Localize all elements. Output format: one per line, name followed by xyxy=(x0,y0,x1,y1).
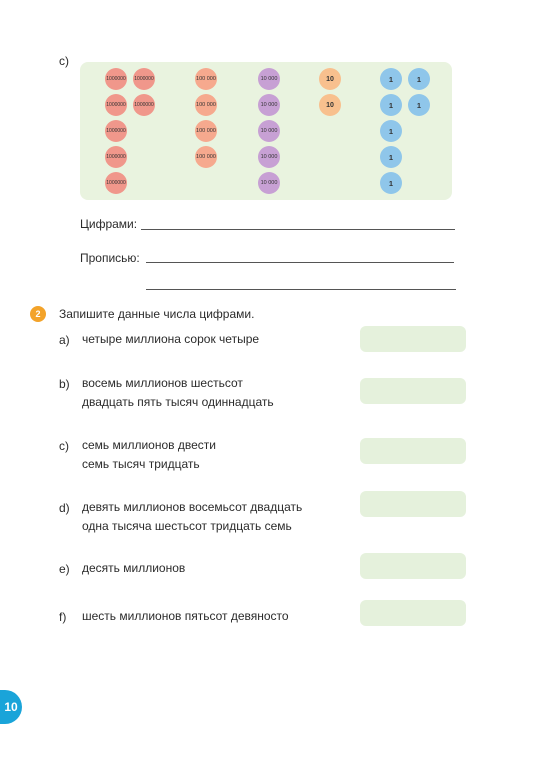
item-line: семь тысяч тридцать xyxy=(82,457,200,471)
coin-ten-thousand: 10 000 xyxy=(258,146,280,168)
item-letter: c) xyxy=(59,439,69,453)
coin-ten-thousand: 10 000 xyxy=(258,94,280,116)
write-digits-label: Цифрами: xyxy=(80,217,138,231)
write-words-line-2[interactable] xyxy=(146,289,456,290)
coin-one: 1 xyxy=(408,94,430,116)
coin-one: 1 xyxy=(408,68,430,90)
answer-box-b[interactable] xyxy=(360,378,466,404)
answer-box-f[interactable] xyxy=(360,600,466,626)
answer-box-c[interactable] xyxy=(360,438,466,464)
coin-hundred-thousand: 100 000 xyxy=(195,120,217,142)
item-line: восемь миллионов шестьсот xyxy=(82,376,243,390)
coin-hundred-thousand: 100 000 xyxy=(195,94,217,116)
item-letter: e) xyxy=(59,562,70,576)
coin-ten: 10 xyxy=(319,94,341,116)
coin-panel xyxy=(80,62,452,200)
coin-million: 1000000 xyxy=(133,94,155,116)
item-text xyxy=(82,436,216,474)
coin-million: 1000000 xyxy=(133,68,155,90)
coin-ten-thousand: 10 000 xyxy=(258,68,280,90)
coin-million: 1000000 xyxy=(105,120,127,142)
item-line: четыре миллиона сорок четыре xyxy=(82,332,260,346)
part-c-label: c) xyxy=(59,54,69,68)
item-line: семь миллионов двести xyxy=(82,438,216,452)
coin-ten: 10 xyxy=(319,68,341,90)
item-text xyxy=(82,374,274,412)
coin-one: 1 xyxy=(380,94,402,116)
coin-ten-thousand: 10 000 xyxy=(258,120,280,142)
coin-million: 1000000 xyxy=(105,68,127,90)
write-words-line[interactable] xyxy=(146,262,454,263)
answer-box-d[interactable] xyxy=(360,491,466,517)
item-letter: d) xyxy=(59,501,70,515)
item-text xyxy=(82,330,259,349)
item-line: двадцать пять тысяч одиннадцать xyxy=(82,395,274,409)
coin-million: 1000000 xyxy=(105,146,127,168)
item-letter: a) xyxy=(59,333,70,347)
coin-million: 1000000 xyxy=(105,172,127,194)
coin-one: 1 xyxy=(380,120,402,142)
coin-million: 1000000 xyxy=(105,94,127,116)
answer-box-a[interactable] xyxy=(360,326,466,352)
coin-one: 1 xyxy=(380,172,402,194)
item-line: одна тысяча шестьсот тридцать семь xyxy=(82,519,292,533)
item-text xyxy=(82,607,289,626)
answer-box-e[interactable] xyxy=(360,553,466,579)
task-title: Запишите данные числа цифрами. xyxy=(59,307,255,321)
write-words-label: Прописью: xyxy=(80,251,140,265)
item-line: девять миллионов восемьсот двадцать xyxy=(82,500,303,514)
coin-one: 1 xyxy=(380,146,402,168)
item-line: шесть миллионов пятьсот девяносто xyxy=(82,609,289,623)
task-number-badge: 2 xyxy=(30,306,46,322)
item-text xyxy=(82,498,302,536)
item-line: десять миллионов xyxy=(82,561,186,575)
item-letter: b) xyxy=(59,377,70,391)
coin-hundred-thousand: 100 000 xyxy=(195,146,217,168)
coin-hundred-thousand: 100 000 xyxy=(195,68,217,90)
page-number: 10 xyxy=(0,690,22,724)
item-letter: f) xyxy=(59,610,67,624)
coin-one: 1 xyxy=(380,68,402,90)
coin-ten-thousand: 10 000 xyxy=(258,172,280,194)
write-digits-line[interactable] xyxy=(141,229,455,230)
item-text xyxy=(82,559,185,578)
